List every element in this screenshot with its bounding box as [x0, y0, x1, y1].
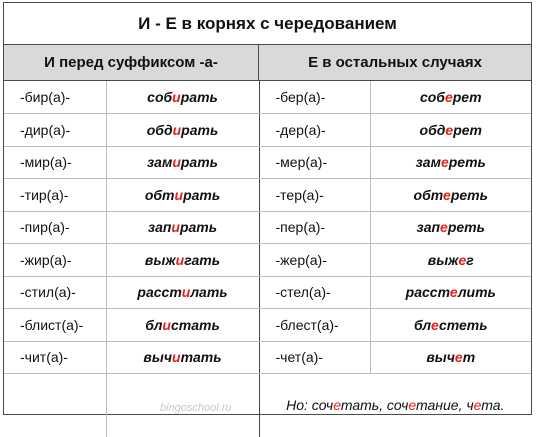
root-e: -тер(а)-	[259, 179, 370, 212]
root-i: -бир(а)-	[4, 81, 106, 114]
example-word-e: запереть	[370, 211, 531, 244]
root-e: -бер(а)-	[259, 81, 370, 114]
table-row	[4, 146, 531, 179]
root-i: -дир(а)-	[4, 114, 106, 147]
example-word-i: блистать	[106, 309, 259, 342]
root-e: -дер(а)-	[259, 114, 370, 147]
roots-table	[4, 81, 531, 437]
header-e-column: Е в остальных случаях	[259, 45, 531, 81]
table-row	[4, 81, 531, 114]
root-e: -мер(а)-	[259, 146, 370, 179]
example-word-e: расстелить	[370, 276, 531, 309]
table-row	[4, 341, 531, 374]
root-e: -стел(а)-	[259, 276, 370, 309]
root-i: -тир(а)-	[4, 179, 106, 212]
root-i: -чит(а)-	[4, 341, 106, 374]
example-word-e: блестеть	[370, 309, 531, 342]
example-word-i: вычитать	[106, 341, 259, 374]
note-row	[4, 374, 531, 437]
example-word-i: замирать	[106, 146, 259, 179]
root-e: -блест(а)-	[259, 309, 370, 342]
root-e: -чет(а)-	[259, 341, 370, 374]
table-row	[4, 244, 531, 277]
example-word-i: обдирать	[106, 114, 259, 147]
note-cell	[259, 374, 531, 437]
example-word-e: обтереть	[370, 179, 531, 212]
root-i: -мир(а)-	[4, 146, 106, 179]
example-word-i: собирать	[106, 81, 259, 114]
table-row	[4, 276, 531, 309]
exception-note: Но: сочетать, сочетание, чета.	[286, 397, 505, 414]
example-word-i: выжигать	[106, 244, 259, 277]
table-title: И - Е в корнях с чередованием	[4, 3, 531, 45]
example-word-e: соберет	[370, 81, 531, 114]
example-word-e: замереть	[370, 146, 531, 179]
example-word-e: вычет	[370, 341, 531, 374]
root-i: -пир(а)-	[4, 211, 106, 244]
root-i: -блист(а)-	[4, 309, 106, 342]
table-row	[4, 309, 531, 342]
table-row	[4, 211, 531, 244]
root-i: -жир(а)-	[4, 244, 106, 277]
example-word-i: расстилать	[106, 276, 259, 309]
example-word-i: обтирать	[106, 179, 259, 212]
header-i-column: И перед суффиксом -а-	[4, 45, 259, 81]
table-row	[4, 179, 531, 212]
example-word-e: обдерет	[370, 114, 531, 147]
root-e: -пер(а)-	[259, 211, 370, 244]
spelling-table	[3, 2, 532, 415]
root-i: -стил(а)-	[4, 276, 106, 309]
watermark: bingoschool.ru	[160, 402, 232, 414]
root-e: -жер(а)-	[259, 244, 370, 277]
example-word-i: запирать	[106, 211, 259, 244]
example-word-e: выжег	[370, 244, 531, 277]
table-row	[4, 114, 531, 147]
